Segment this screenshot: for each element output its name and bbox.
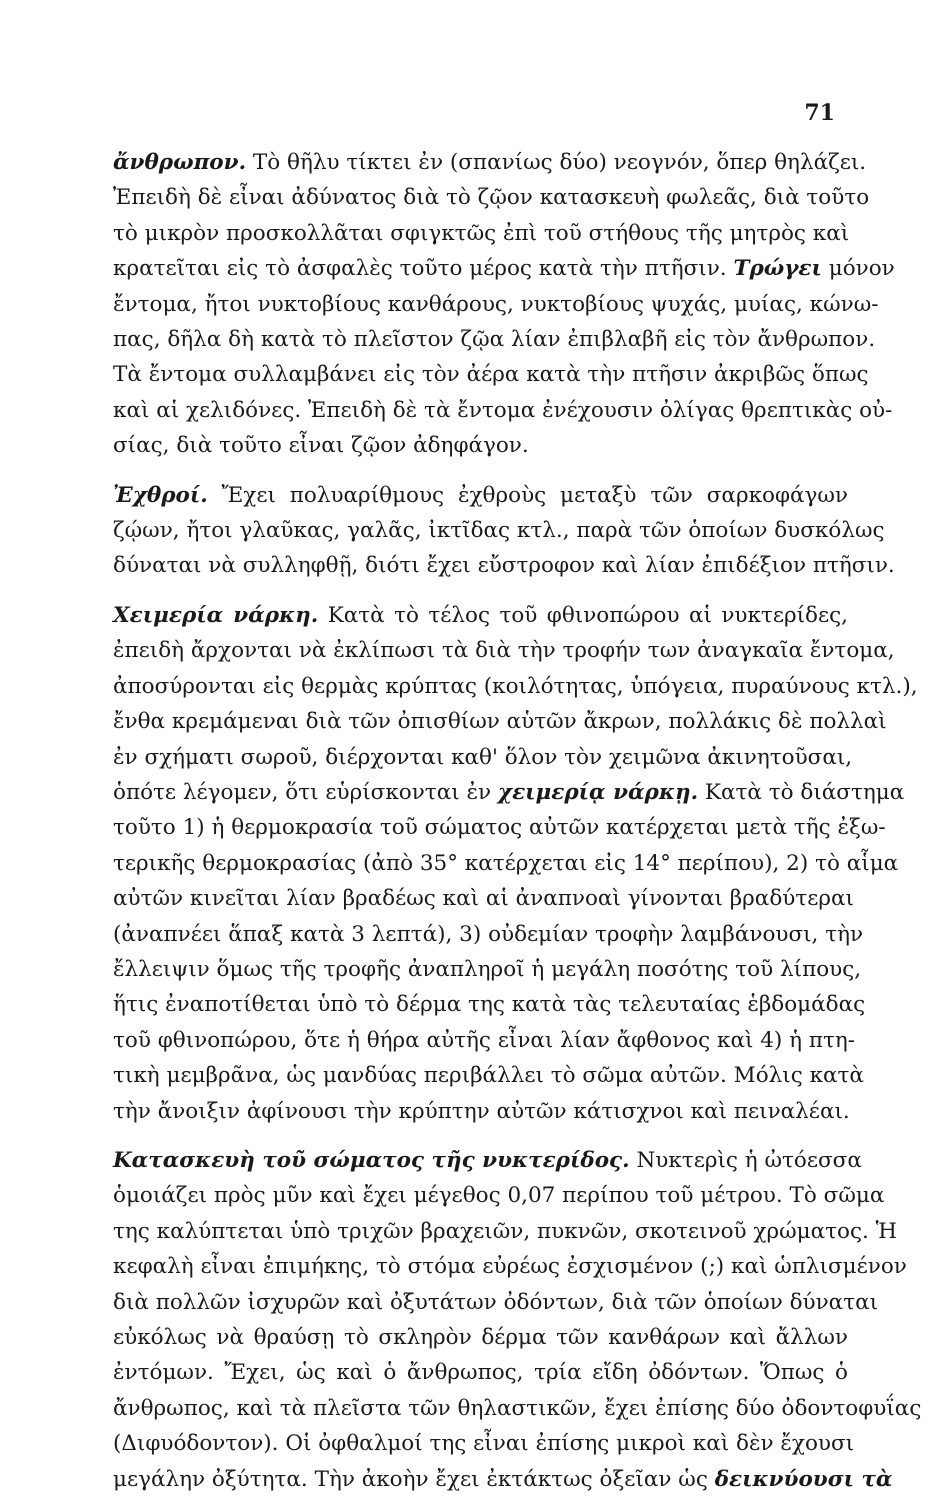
text-line [113, 357, 869, 392]
body-text: σίας, διὰ τοῦτο εἶναι ζῷον ἀδηφάγον. [113, 433, 529, 459]
text-line [113, 548, 895, 583]
emphasized-text: Ἐχθροί. [113, 482, 208, 508]
text-line [113, 1249, 907, 1284]
body-text: τικὴ μεμβρᾶνα, ὡς μανδύας περιβάλλει τὸ σῶμα αὐτῶν. Μόλις κατὰ [113, 1063, 864, 1089]
body-text: ὁμοιάζει πρὸς μῦν καὶ ἔχει μέγεθος 0,07 περίπου τοῦ μέτρου. Τὸ σῶμα [113, 1183, 885, 1209]
body-text: τοῦ φθινοπώρου, ὅτε ἡ θήρα αὐτῆς εἶναι λίαν ἄφθονος καὶ 4) ἡ πτη- [113, 1027, 856, 1053]
text-line [113, 740, 853, 775]
text-line [113, 322, 876, 357]
body-text: Ἔχει πολυαρίθμους ἐχθροὺς μεταξὺ τῶν σαρκοφάγων [207, 482, 848, 508]
text-line [113, 917, 864, 952]
text-line [113, 633, 895, 668]
text-line [113, 1391, 922, 1426]
body-text: δύναται νὰ συλληφθῇ, διότι ἔχει εὔστροφον καὶ λίαν ἐπιδέξιον πτῆσιν. [113, 553, 895, 579]
body-text: πας, δῆλα δὴ κατὰ τὸ πλεῖστον ζῷα λίαν ἐπιβλαβῆ εἰς τὸν ἄνθρωπον. [113, 327, 876, 353]
text-line [113, 881, 854, 916]
body-text: διὰ πολλῶν ἰσχυρῶν καὶ ὀξυτάτων ὀδόντων, διὰ τῶν ὁποίων δύναται [113, 1289, 879, 1315]
text-line [113, 810, 886, 845]
text-line [113, 952, 862, 987]
emphasized-text: Χειμερία νάρκη. [113, 602, 319, 628]
emphasized-text: Τρώγει [733, 256, 822, 282]
text-line [113, 1023, 856, 1058]
body-text: Νυκτερὶς ἡ ὠτόεσσα [629, 1147, 862, 1173]
text-line [113, 428, 848, 463]
body-text: (ἀναπνέει ἅπαξ κατὰ 3 λεπτά), 3) οὐδεμίαν τροφὴν λαμβάνουσι, τὴν [113, 921, 864, 947]
text-line [113, 1143, 862, 1178]
body-text: της καλύπτεται ὑπὸ τριχῶν βραχειῶν, πυκνῶν, σκοτεινοῦ χρώματος. Ἡ [113, 1218, 897, 1244]
body-text: ἔντομα, ἤτοι νυκτοβίους κανθάρους, νυκτοβίους ψυχάς, μυίας, κώνω- [113, 291, 879, 317]
text-line [113, 987, 866, 1022]
text-line [113, 180, 870, 215]
text-line [113, 1094, 848, 1129]
text-line [113, 145, 867, 180]
body-text: ἔλλειψιν ὅμως τῆς τροφῆς ἀναπληροῖ ἡ μεγάλη ποσότης τοῦ λίπους, [113, 956, 862, 982]
body-text: αὐτῶν κινεῖται λίαν βραδέως καὶ αἱ ἀναπνοαὶ γίνονται βραδύτεραι [113, 886, 854, 912]
body-text: μεγάλην ὀξύτητα. Τὴν ἀκοὴν ἔχει ἐκτάκτως ὀξεῖαν ὡς [113, 1466, 715, 1492]
page-number: 71 [804, 100, 835, 126]
paragraph [113, 145, 895, 464]
body-text: ἀποσύρονται εἰς θερμὰς κρύπτας (κοιλότητας, ὑπόγεια, πυραύνους κτλ.), [113, 673, 918, 699]
text-line [113, 287, 879, 322]
text-line [113, 775, 905, 810]
emphasized-text: δεικνύουσι τὰ [714, 1466, 893, 1492]
emphasized-text: χειμερίᾳ νάρκῃ. [497, 779, 699, 805]
body-text: ἐν σχήματι σωροῦ, διέρχονται καθ' ὅλον τὸν χειμῶνα ἀκινητοῦσαι, [113, 744, 853, 770]
body-text: ἥτις ἐναποτίθεται ὑπὸ τὸ δέρμα της κατὰ τὰς τελευταίας ἑβδομάδας [113, 992, 866, 1018]
text-line [113, 846, 899, 881]
body-text: ἐπειδὴ ἄρχονται νὰ ἐκλίπωσι τὰ διὰ τὴν τροφήν των ἀναγκαῖα ἔντομα, [113, 638, 895, 664]
text-line [113, 393, 893, 428]
body-text: ἔνθα κρεμάμεναι διὰ τῶν ὀπισθίων αὑτῶν ἄκρων, πολλάκις δὲ πολλαὶ [113, 709, 887, 735]
text-line [113, 251, 895, 286]
body-text: τερικῆς θερμοκρασίας (ἀπὸ 35° κατέρχεται εἰς 14° περίπου), 2) τὸ αἷμα [113, 850, 899, 876]
text-line [113, 478, 848, 513]
text-line [113, 1426, 855, 1461]
body-text: Τὸ θῆλυ τίκτει ἐν (σπανίως δύο) νεογνόν, ὅπερ θηλάζει. [246, 150, 867, 175]
body-text: ὁπότε λέγομεν, ὅτι εὑρίσκονται ἐν [113, 779, 498, 805]
text-line [113, 704, 887, 739]
text-line [113, 669, 918, 704]
text-line [113, 598, 848, 633]
body-text: τοῦτο 1) ἡ θερμοκρασία τοῦ σώματος αὐτῶν κατέρχεται μετὰ τῆς ἐξω- [113, 815, 886, 841]
body-text: ἄνθρωπος, καὶ τὰ πλεῖστα τῶν θηλαστικῶν, ἔχει ἐπίσης δύο ὀδοντοφυΐας [113, 1395, 922, 1421]
body-text: κρατεῖται εἰς τὸ ἀσφαλὲς τοῦτο μέρος κατὰ τὴν πτῆσιν. [113, 256, 734, 282]
body-text: τὴν ἄνοιξιν ἀφίνουσι τὴν κρύπτην αὐτῶν κάτισχνοι καὶ πειναλέαι. [113, 1098, 850, 1124]
text-line [113, 1285, 879, 1320]
body-text: Τὰ ἔντομα συλλαμβάνει εἰς τὸν ἀέρα κατὰ τὴν πτῆσιν ἀκριβῶς ὅπως [113, 362, 869, 388]
body-text: Κατὰ τὸ τέλος τοῦ φθινοπώρου αἱ νυκτερίδες, [318, 602, 848, 628]
body-text: Ἐπειδὴ δὲ εἶναι ἀδύνατος διὰ τὸ ζῷον κατασκευὴ φωλεᾶς, διὰ τοῦτο [113, 185, 870, 211]
text-line [113, 1320, 848, 1355]
body-text: τὸ μικρὸν προσκολλᾶται σφιγκτῶς ἐπὶ τοῦ στήθους τῆς μητρὸς καὶ [113, 220, 850, 246]
body-text: κεφαλὴ εἶναι ἐπιμήκης, τὸ στόμα εὐρέως ἐσχισμένον (;) καὶ ὡπλισμένον [113, 1254, 907, 1280]
text-line [113, 1178, 885, 1213]
text-line [113, 216, 848, 251]
body-text: ζῴων, ἤτοι γλαῦκας, γαλᾶς, ἰκτῖδας κτλ., παρὰ τῶν ὁποίων δυσκόλως [113, 518, 885, 544]
text-body [113, 145, 922, 1497]
emphasized-text: Κατασκευὴ τοῦ σώματος τῆς νυκτερίδος. [113, 1147, 630, 1173]
paragraph [113, 478, 895, 584]
body-text: ἐντόμων. Ἔχει, ὡς καὶ ὁ ἄνθρωπος, τρία εἴδη ὀδόντων. Ὅπως ὁ [113, 1360, 848, 1386]
text-line [113, 1058, 864, 1093]
text-line [113, 1462, 893, 1497]
body-text: μόνον [821, 256, 895, 282]
body-text: (Διφυόδοντον). Οἱ ὀφθαλμοί της εἶναι ἐπίσης μικροὶ καὶ δὲν ἔχουσι [113, 1431, 855, 1457]
paragraph [113, 598, 918, 1129]
text-line [113, 1355, 848, 1390]
body-text: εὐκόλως νὰ θραύσῃ τὸ σκληρὸν δέρμα τῶν κανθάρων καὶ ἄλλων [113, 1325, 848, 1350]
body-text: Κατὰ τὸ διάστημα [698, 779, 905, 805]
text-line [113, 1214, 897, 1249]
paragraph [113, 1143, 922, 1497]
emphasized-text: ἄνθρωπον. [113, 150, 247, 175]
text-line [113, 513, 885, 548]
body-text: καὶ αἱ χελιδόνες. Ἐπειδὴ δὲ τὰ ἔντομα ἐνέχουσιν ὀλίγας θρεπτικὰς οὐ- [113, 397, 893, 423]
